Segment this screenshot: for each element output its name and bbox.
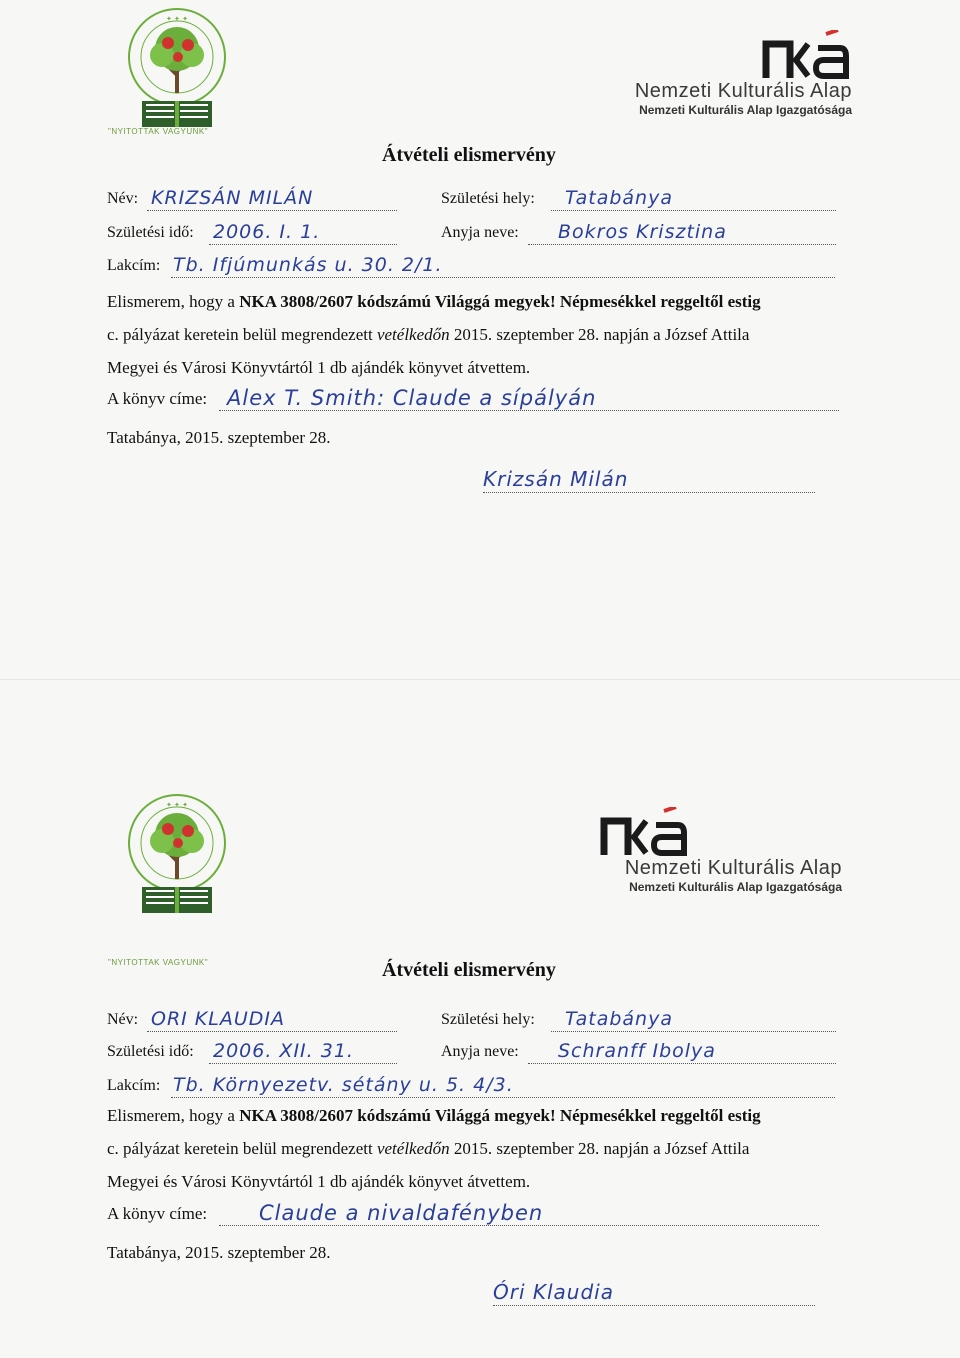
statement-line-2	[107, 325, 749, 345]
date-line: Tatabánya, 2015. szeptember 28.	[107, 1243, 331, 1262]
nka-name: Nemzeti Kulturális Alap	[634, 80, 852, 102]
field-lakcim	[107, 255, 847, 277]
label-szul-ido: Születési idő:	[107, 224, 194, 241]
input-szul-hely[interactable]	[551, 188, 836, 211]
logo-ring-icon: ✦ ✦ ✦	[165, 801, 189, 809]
nka-mark-icon	[600, 807, 690, 857]
date-line: Tatabánya, 2015. szeptember 28.	[107, 428, 331, 447]
label-anyja: Anyja neve:	[441, 224, 519, 241]
value-szul-hely: Tatabánya	[565, 187, 673, 209]
value-szul-ido: 2006. I. 1.	[213, 221, 321, 243]
value-nev: KRIZSÁN MILÁN	[151, 187, 314, 209]
input-nev[interactable]	[147, 1009, 397, 1032]
nka-logo	[570, 30, 852, 117]
event-word: vetélkedőn	[376, 325, 450, 344]
value-szul-ido: 2006. XII. 31.	[213, 1040, 354, 1062]
input-nev[interactable]	[147, 188, 397, 211]
nka-subtitle: Nemzeti Kulturális Alap Igazgatósága	[639, 103, 852, 117]
input-anyja[interactable]	[528, 222, 836, 245]
nka-mark-icon	[762, 30, 852, 80]
field-konyv	[107, 388, 847, 410]
library-tree-icon	[112, 5, 242, 140]
label-szul-hely: Születési hely:	[441, 1011, 535, 1028]
statement-text: Elismerem, hogy a	[107, 292, 240, 311]
label-nev: Név:	[107, 190, 139, 207]
statement-line-3: Megyei és Városi Könyvtártól 1 db ajándék könyvet átvettem.	[107, 1172, 531, 1191]
logo-caption: "NYITOTTAK VAGYUNK"	[108, 127, 209, 136]
statement-line-2	[107, 1139, 749, 1159]
statement-text: 2015. szeptember 28. napján a József Attila	[449, 1139, 750, 1158]
logo-caption: "NYITOTTAK VAGYUNK"	[108, 958, 209, 967]
field-anyja	[441, 222, 841, 244]
receipt-form-2	[0, 679, 960, 1358]
form-title: Átvételi elismervény	[382, 144, 556, 166]
value-szul-hely: Tatabánya	[565, 1008, 673, 1030]
value-lakcim: Tb. Környezetv. sétány u. 5. 4/3.	[173, 1074, 514, 1096]
nka-name: Nemzeti Kulturális Alap	[624, 857, 842, 879]
statement-line-1	[107, 292, 761, 312]
statement-text: 2015. szeptember 28. napján a József Attila	[449, 325, 750, 344]
statement-text: Elismerem, hogy a	[107, 1106, 240, 1125]
statement-line-3: Megyei és Városi Könyvtártól 1 db ajándék könyvet átvettem.	[107, 358, 531, 377]
label-lakcim: Lakcím:	[107, 1077, 161, 1094]
project-code: NKA 3808/2607 kódszámú Világgá megyek! Népmesékkel reggeltől estig	[239, 292, 761, 311]
library-logo	[112, 5, 242, 140]
value-anyja: Schranff Ibolya	[558, 1040, 716, 1062]
signature-line[interactable]	[493, 1279, 815, 1306]
input-konyv[interactable]	[219, 388, 839, 411]
input-lakcim[interactable]	[171, 255, 835, 278]
value-nev: ORI KLAUDIA	[151, 1008, 285, 1030]
field-nev	[107, 188, 407, 210]
input-szul-ido[interactable]	[209, 1041, 397, 1064]
value-konyv: Claude a nivaldafényben	[259, 1201, 544, 1225]
library-logo	[112, 791, 242, 926]
label-lakcim: Lakcím:	[107, 257, 161, 274]
field-lakcim	[107, 1075, 847, 1097]
logo-ring-icon: ✦ ✦ ✦	[165, 15, 189, 23]
signature: Krizsán Milán	[483, 467, 629, 491]
library-tree-icon	[112, 791, 242, 926]
statement-text: c. pályázat keretein belül megrendezett	[107, 325, 377, 344]
label-konyv: A könyv címe:	[107, 1204, 208, 1223]
form-title: Átvételi elismervény	[382, 959, 556, 981]
signature: Óri Klaudia	[493, 1280, 614, 1304]
field-szul-hely	[441, 1009, 841, 1031]
input-lakcim[interactable]	[171, 1075, 835, 1098]
field-szul-ido	[107, 222, 407, 244]
input-szul-hely[interactable]	[551, 1009, 836, 1032]
field-nev	[107, 1009, 407, 1031]
statement-line-1	[107, 1106, 761, 1126]
field-szul-hely	[441, 188, 841, 210]
value-lakcim: Tb. Ifjúmunkás u. 30. 2/1.	[173, 254, 443, 276]
field-anyja	[441, 1041, 841, 1063]
input-konyv[interactable]	[219, 1203, 819, 1226]
event-word: vetélkedőn	[376, 1139, 450, 1158]
input-anyja[interactable]	[528, 1041, 836, 1064]
label-nev: Név:	[107, 1011, 139, 1028]
label-konyv: A könyv címe:	[107, 389, 208, 408]
field-konyv	[107, 1203, 847, 1225]
signature-line[interactable]	[483, 466, 815, 493]
nka-subtitle: Nemzeti Kulturális Alap Igazgatósága	[629, 880, 842, 894]
value-anyja: Bokros Krisztina	[558, 221, 727, 243]
input-szul-ido[interactable]	[209, 222, 397, 245]
nka-logo	[560, 807, 842, 894]
field-szul-ido	[107, 1041, 407, 1063]
label-anyja: Anyja neve:	[441, 1043, 519, 1060]
label-szul-hely: Születési hely:	[441, 190, 535, 207]
project-code: NKA 3808/2607 kódszámú Világgá megyek! Népmesékkel reggeltől estig	[239, 1106, 761, 1125]
statement-text: c. pályázat keretein belül megrendezett	[107, 1139, 377, 1158]
value-konyv: Alex T. Smith: Claude a sípályán	[227, 386, 597, 410]
label-szul-ido: Születési idő:	[107, 1043, 194, 1060]
